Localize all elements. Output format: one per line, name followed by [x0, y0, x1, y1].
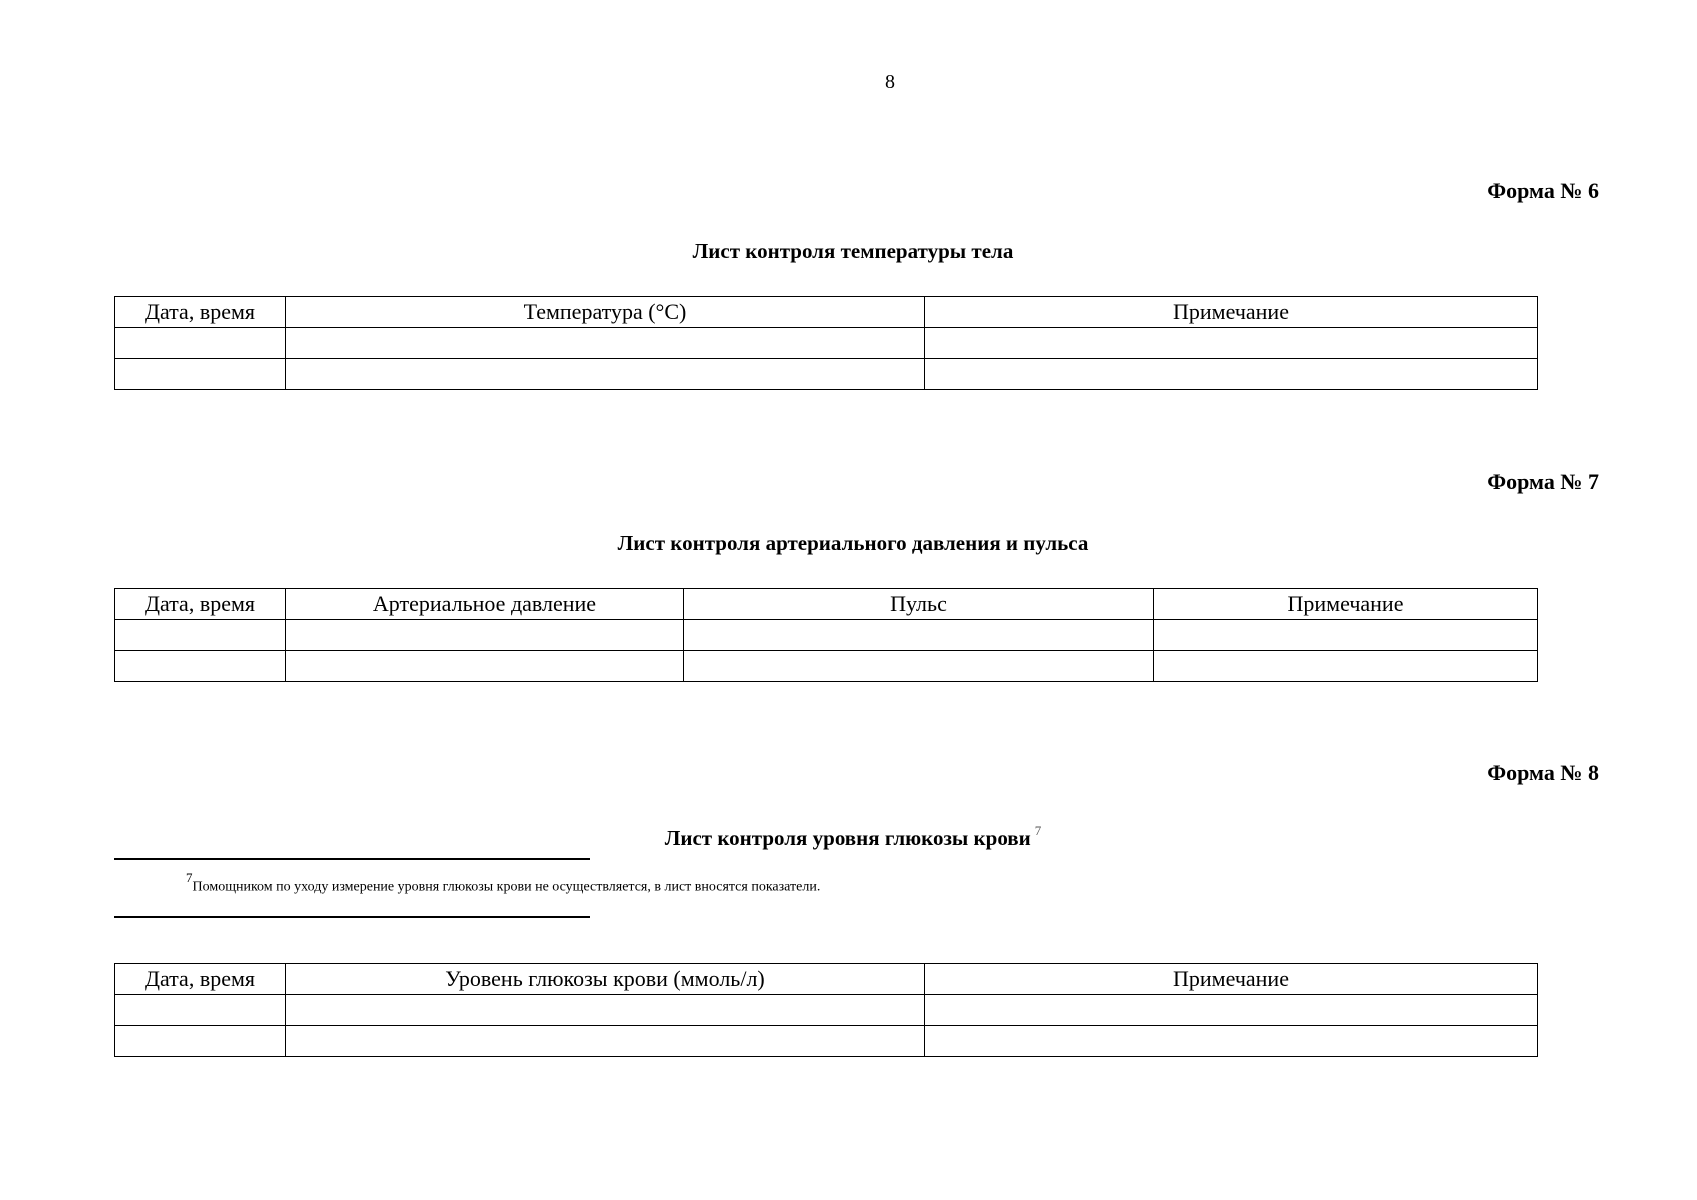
table-cell[interactable] — [1154, 620, 1538, 651]
table-cell[interactable] — [684, 651, 1154, 682]
table-row — [115, 1026, 1538, 1057]
blood-pressure-pulse-table — [114, 588, 1538, 682]
form-8-title — [0, 820, 1697, 851]
footnote-marker: 7 — [186, 870, 193, 885]
table-cell[interactable] — [115, 328, 286, 359]
footnote — [186, 872, 820, 897]
column-header: Дата, время — [115, 589, 286, 620]
table-cell[interactable] — [115, 1026, 286, 1057]
column-header: Дата, время — [115, 964, 286, 995]
table-header-row — [115, 589, 1538, 620]
table-cell[interactable] — [925, 359, 1538, 390]
table-cell[interactable] — [286, 651, 684, 682]
column-header: Пульс — [684, 589, 1154, 620]
table-cell[interactable] — [115, 620, 286, 651]
table-row — [115, 359, 1538, 390]
table-cell[interactable] — [925, 1026, 1538, 1057]
temperature-table — [114, 296, 1538, 390]
form-6-label: Форма № 6 — [1487, 178, 1599, 203]
footnote-rule-bottom — [114, 916, 590, 918]
column-header: Температура (°C) — [286, 297, 925, 328]
table-cell[interactable] — [286, 328, 925, 359]
table-cell[interactable] — [1154, 651, 1538, 682]
column-header: Уровень глюкозы крови (ммоль/л) — [286, 964, 925, 995]
table-cell[interactable] — [286, 1026, 925, 1057]
table-cell[interactable] — [115, 995, 286, 1026]
table-row — [115, 995, 1538, 1026]
form-7-label: Форма № 7 — [1487, 469, 1599, 494]
table-cell[interactable] — [115, 651, 286, 682]
table-cell[interactable] — [286, 995, 925, 1026]
blood-glucose-table — [114, 963, 1538, 1057]
column-header: Артериальное давление — [286, 589, 684, 620]
column-header: Примечание — [925, 297, 1538, 328]
column-header: Дата, время — [115, 297, 286, 328]
table-header-row — [115, 297, 1538, 328]
footnote-reference[interactable]: 7 — [1034, 823, 1042, 838]
column-header: Примечание — [925, 964, 1538, 995]
table-cell[interactable] — [286, 359, 925, 390]
column-header: Примечание — [1154, 589, 1538, 620]
footnote-rule-top — [114, 858, 590, 860]
form-8-label: Форма № 8 — [1487, 760, 1599, 785]
table-header-row — [115, 964, 1538, 995]
table-row — [115, 651, 1538, 682]
footnote-text: Помощником по уходу измерение уровня глюкозы крови не осуществляется, в лист вносятся показатели. — [192, 879, 821, 895]
table-row — [115, 328, 1538, 359]
form-6-title: Лист контроля температуры тела — [692, 239, 1014, 263]
form-8-title-text: Лист контроля уровня глюкозы крови — [664, 826, 1031, 850]
table-cell[interactable] — [286, 620, 684, 651]
table-cell[interactable] — [684, 620, 1154, 651]
form-7-title: Лист контроля артериального давления и пульса — [617, 531, 1089, 555]
table-row — [115, 620, 1538, 651]
table-cell[interactable] — [925, 995, 1538, 1026]
table-cell[interactable] — [115, 359, 286, 390]
table-cell[interactable] — [925, 328, 1538, 359]
page-number: 8 — [885, 71, 895, 93]
